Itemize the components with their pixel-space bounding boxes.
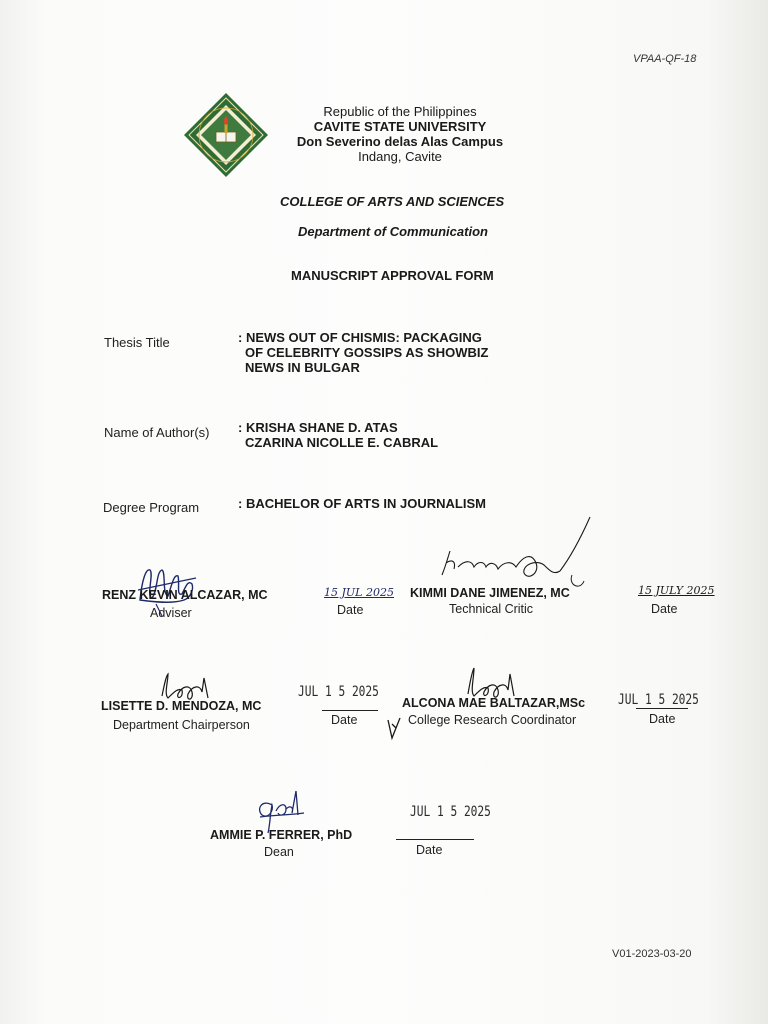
chair-date-line	[322, 710, 378, 711]
dean-date-label: Date	[416, 843, 443, 857]
header-campus: Don Severino delas Alas Campus	[296, 134, 504, 149]
chair-name: LISETTE D. MENDOZA, MC	[101, 699, 262, 713]
chair-date-stamp: JUL 1 5 2025	[298, 684, 379, 700]
coordinator-date-label: Date	[649, 712, 676, 726]
dean-role: Dean	[264, 845, 294, 859]
authors-label: Name of Author(s)	[104, 425, 210, 440]
initial-mark	[386, 716, 402, 740]
critic-date-value: 15 JULY 2025	[638, 584, 715, 597]
thesis-title-line2: OF CELEBRITY GOSSIPS AS SHOWBIZ	[245, 345, 489, 360]
chair-date-label: Date	[331, 713, 358, 727]
form-code: VPAA-QF-18	[633, 53, 697, 65]
thesis-title-label: Thesis Title	[104, 335, 170, 350]
coordinator-role: College Research Coordinator	[408, 713, 577, 727]
degree-value: : BACHELOR OF ARTS IN JOURNALISM	[238, 496, 486, 511]
adviser-date-label: Date	[337, 603, 364, 617]
critic-date-label: Date	[651, 602, 678, 616]
dean-name: AMMIE P. FERRER, PhD	[210, 828, 353, 842]
coordinator-name: ALCONA MAE BALTAZAR,MSc	[402, 696, 586, 710]
degree-label: Degree Program	[103, 500, 200, 515]
coordinator-date-stamp: JUL 1 5 2025	[618, 692, 699, 708]
author-2: CZARINA NICOLLE E. CABRAL	[245, 435, 439, 450]
form-version: V01-2023-03-20	[612, 948, 692, 960]
adviser-date-value: 15 JUL 2025	[324, 586, 394, 599]
critic-role: Technical Critic	[449, 602, 534, 616]
adviser-name: RENZ KEVIN ALCAZAR, MC	[102, 588, 268, 602]
adviser-role: Adviser	[150, 606, 192, 620]
form-title: MANUSCRIPT APPROVAL FORM	[291, 268, 494, 283]
author-1: : KRISHA SHANE D. ATAS	[238, 420, 398, 435]
thesis-title-line3: NEWS IN BULGAR	[245, 360, 360, 375]
college-name: COLLEGE OF ARTS AND SCIENCES	[280, 194, 505, 209]
dean-date-stamp: JUL 1 5 2025	[410, 804, 491, 820]
header-university: CAVITE STATE UNIVERSITY	[313, 119, 487, 134]
header-location: Indang, Cavite	[358, 149, 442, 164]
chair-role: Department Chairperson	[113, 718, 250, 732]
header-country: Republic of the Philippines	[323, 104, 477, 119]
coordinator-date-line	[636, 708, 688, 709]
thesis-title-line1: : NEWS OUT OF CHISMIS: PACKAGING	[238, 330, 482, 345]
critic-name: KIMMI DANE JIMENEZ, MC	[410, 586, 570, 600]
department-name: Department of Communication	[298, 224, 488, 239]
dean-date-line	[396, 839, 474, 840]
university-seal-logo	[183, 92, 269, 178]
